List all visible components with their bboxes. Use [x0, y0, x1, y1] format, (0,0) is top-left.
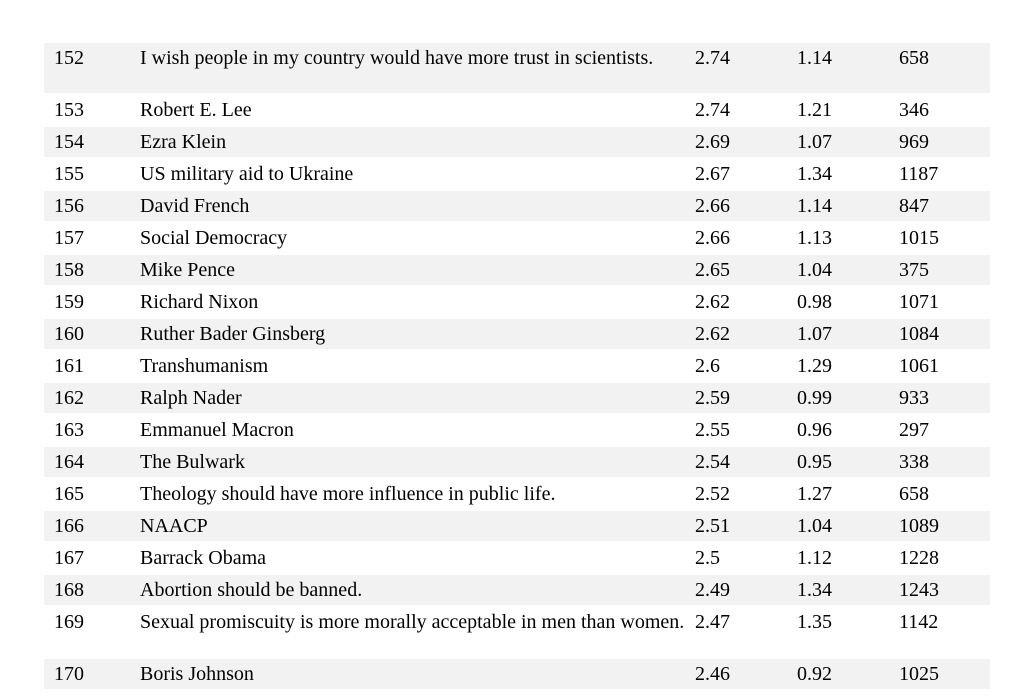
item-cell: Abortion should be banned.	[140, 579, 363, 601]
mean-cell: 2.66	[695, 227, 730, 249]
mean-cell: 2.5	[695, 547, 720, 569]
n-cell: 1084	[899, 323, 939, 345]
ratings-table	[44, 43, 990, 691]
sd-cell: 1.04	[797, 259, 832, 281]
mean-cell: 2.65	[695, 259, 730, 281]
table-row	[44, 447, 990, 479]
mean-cell: 2.62	[695, 323, 730, 345]
rank-cell: 155	[54, 163, 84, 185]
sd-cell: 0.96	[797, 419, 832, 441]
table-row	[44, 159, 990, 191]
n-cell: 969	[899, 131, 929, 153]
sd-cell: 1.34	[797, 579, 832, 601]
rank-cell: 160	[54, 323, 84, 345]
sd-cell: 1.29	[797, 355, 832, 377]
sd-cell: 1.34	[797, 163, 832, 185]
rank-cell: 170	[54, 663, 84, 685]
n-cell: 1071	[899, 291, 939, 313]
sd-cell: 1.13	[797, 227, 832, 249]
n-cell: 1142	[899, 611, 939, 633]
table-row	[44, 543, 990, 575]
mean-cell: 2.74	[695, 99, 730, 121]
rank-cell: 153	[54, 99, 84, 121]
rank-cell: 165	[54, 483, 84, 505]
sd-cell: 0.95	[797, 451, 832, 473]
sd-cell: 1.12	[797, 547, 832, 569]
item-cell: Transhumanism	[140, 355, 269, 377]
mean-cell: 2.62	[695, 291, 730, 313]
n-cell: 847	[899, 195, 929, 217]
item-cell: Emmanuel Macron	[140, 419, 294, 441]
table-row	[44, 659, 990, 691]
rank-cell: 167	[54, 547, 84, 569]
rank-cell: 154	[54, 131, 84, 153]
n-cell: 346	[899, 99, 929, 121]
item-cell: Theology should have more influence in public life.	[140, 483, 556, 505]
n-cell: 658	[899, 47, 929, 69]
item-cell: Barrack Obama	[140, 547, 267, 569]
table-row	[44, 127, 990, 159]
item-cell: Mike Pence	[140, 259, 235, 281]
item-cell: I wish people in my country would have more trust in scientists.	[140, 47, 654, 69]
item-cell: The Bulwark	[140, 451, 245, 473]
sd-cell: 1.35	[797, 611, 832, 633]
sd-cell: 0.98	[797, 291, 832, 313]
rank-cell: 162	[54, 387, 84, 409]
rank-cell: 157	[54, 227, 84, 249]
item-cell: Ezra Klein	[140, 131, 227, 153]
mean-cell: 2.74	[695, 47, 730, 69]
item-cell: Richard Nixon	[140, 291, 259, 313]
mean-cell: 2.54	[695, 451, 730, 473]
table-row	[44, 255, 990, 287]
n-cell: 1025	[899, 663, 939, 685]
n-cell: 1015	[899, 227, 939, 249]
mean-cell: 2.51	[695, 515, 730, 537]
sd-cell: 0.99	[797, 387, 832, 409]
table-row	[44, 95, 990, 127]
sd-cell: 1.07	[797, 131, 832, 153]
n-cell: 658	[899, 483, 929, 505]
table-row	[44, 415, 990, 447]
table-row	[44, 191, 990, 223]
n-cell: 1243	[899, 579, 939, 601]
table-row	[44, 319, 990, 351]
table-row	[44, 511, 990, 543]
item-cell: US military aid to Ukraine	[140, 163, 354, 185]
table-row	[44, 607, 990, 659]
sd-cell: 1.07	[797, 323, 832, 345]
item-cell: Boris Johnson	[140, 663, 254, 685]
mean-cell: 2.52	[695, 483, 730, 505]
n-cell: 297	[899, 419, 929, 441]
sd-cell: 1.27	[797, 483, 832, 505]
table-row	[44, 479, 990, 511]
item-cell: Ralph Nader	[140, 387, 242, 409]
table-row	[44, 287, 990, 319]
sd-cell: 1.14	[797, 195, 832, 217]
rank-cell: 164	[54, 451, 84, 473]
sd-cell: 1.14	[797, 47, 832, 69]
mean-cell: 2.55	[695, 419, 730, 441]
rank-cell: 169	[54, 611, 84, 633]
mean-cell: 2.67	[695, 163, 730, 185]
item-cell: David French	[140, 195, 250, 217]
mean-cell: 2.47	[695, 611, 730, 633]
table-row	[44, 351, 990, 383]
n-cell: 375	[899, 259, 929, 281]
n-cell: 933	[899, 387, 929, 409]
n-cell: 1228	[899, 547, 939, 569]
table-row	[44, 43, 990, 95]
rank-cell: 152	[54, 47, 84, 69]
item-cell: Sexual promiscuity is more morally acceptable in men than women.	[140, 611, 685, 633]
sd-cell: 1.04	[797, 515, 832, 537]
mean-cell: 2.69	[695, 131, 730, 153]
table-row	[44, 575, 990, 607]
sd-cell: 0.92	[797, 663, 832, 685]
item-cell: Ruther Bader Ginsberg	[140, 323, 326, 345]
table-row	[44, 383, 990, 415]
sd-cell: 1.21	[797, 99, 832, 121]
rank-cell: 159	[54, 291, 84, 313]
rank-cell: 168	[54, 579, 84, 601]
item-cell: NAACP	[140, 515, 208, 537]
n-cell: 1187	[899, 163, 939, 185]
n-cell: 338	[899, 451, 929, 473]
mean-cell: 2.6	[695, 355, 720, 377]
rank-cell: 161	[54, 355, 84, 377]
table-row	[44, 223, 990, 255]
mean-cell: 2.49	[695, 579, 730, 601]
n-cell: 1061	[899, 355, 939, 377]
rank-cell: 166	[54, 515, 84, 537]
mean-cell: 2.66	[695, 195, 730, 217]
item-cell: Social Democracy	[140, 227, 288, 249]
rank-cell: 158	[54, 259, 84, 281]
mean-cell: 2.59	[695, 387, 730, 409]
item-cell: Robert E. Lee	[140, 99, 252, 121]
mean-cell: 2.46	[695, 663, 730, 685]
n-cell: 1089	[899, 515, 939, 537]
rank-cell: 156	[54, 195, 84, 217]
rank-cell: 163	[54, 419, 84, 441]
